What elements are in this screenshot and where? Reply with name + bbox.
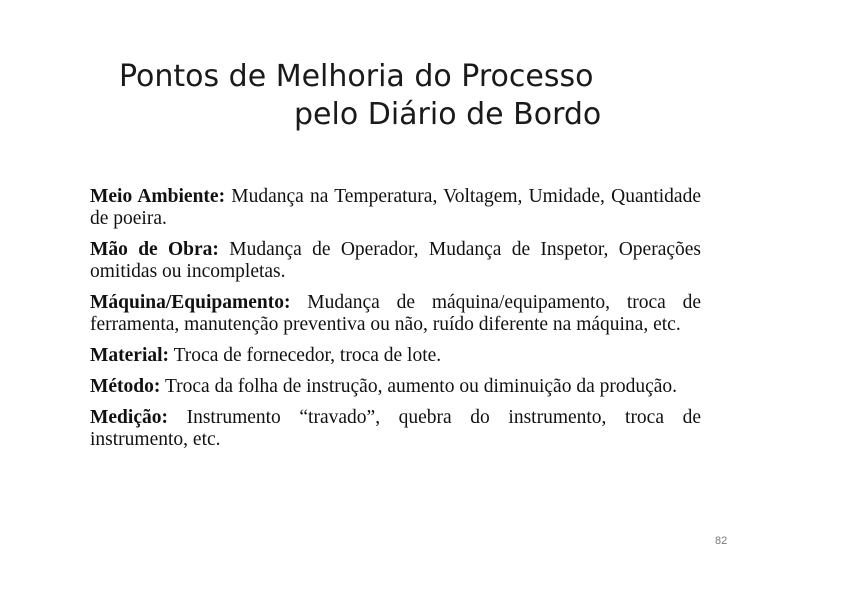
content-list (90, 186, 701, 460)
item-label: Método: (90, 376, 161, 397)
item-text: Troca da folha de instrução, aumento ou diminuição da produção. (164, 376, 678, 397)
item-label: Medição: (90, 407, 168, 428)
item-maquina-equipamento (90, 292, 701, 336)
item-text: Instrumento “travado”, quebra do instrumento, troca de instrumento, etc. (90, 407, 701, 450)
item-label: Material: (90, 345, 170, 366)
item-mao-de-obra (90, 239, 701, 283)
page-number: 82 (715, 535, 728, 547)
item-label: Máquina/Equipamento: (90, 292, 291, 313)
item-label: Meio Ambiente: (90, 186, 226, 207)
title-line-1: Pontos de Melhoria do Processo (119, 59, 594, 94)
item-text: Mudança de máquina/equipamento, troca de ferramenta, manutenção preventiva ou não, ruído diferente na máquina, etc. (90, 292, 701, 335)
title-line-2: pelo Diário de Bordo (294, 97, 602, 132)
item-text: Troca de fornecedor, troca de lote. (173, 345, 442, 366)
item-label: Mão de Obra: (90, 239, 219, 260)
slide-title (0, 58, 842, 134)
item-text: Mudança de Operador, Mudança de Inspetor, Operações omitidas ou incompletas. (90, 239, 702, 282)
item-meio-ambiente (90, 186, 701, 230)
item-text: Mudança na Temperatura, Voltagem, Umidade, Quantidade de poeira. (90, 186, 701, 229)
item-metodo (90, 376, 701, 398)
item-medicao (90, 407, 701, 451)
item-material (90, 345, 701, 367)
